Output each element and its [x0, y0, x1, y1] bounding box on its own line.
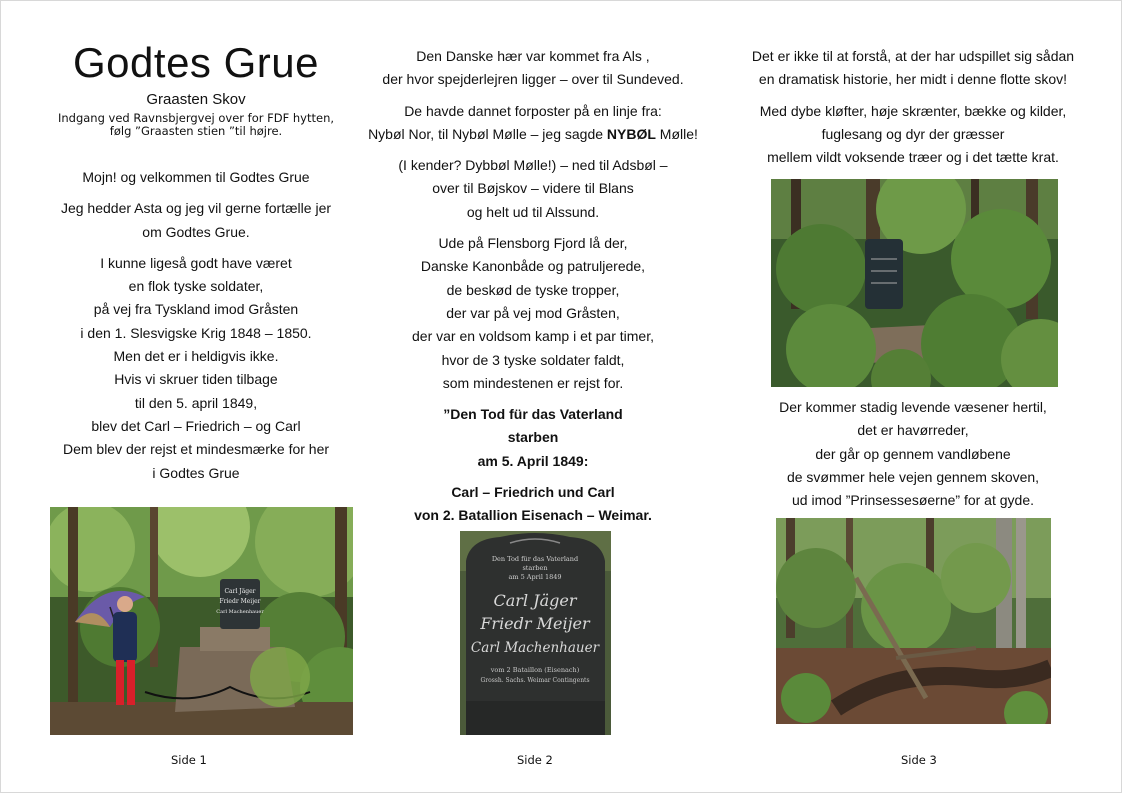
page-1: [41, 1, 351, 485]
page-3-lower: [713, 396, 1113, 512]
story-line: Danske Kanonbåde og patruljerede,: [420, 258, 646, 275]
stone-text: vom 2 Bataillon (Eisenach): [490, 666, 580, 674]
story-line: der hvor spejderlejren ligger – over til Sundeved.: [382, 71, 684, 88]
stone-name: Carl Jäger: [493, 591, 577, 610]
emphasis-text: NYBØL: [606, 125, 656, 142]
intro-line: Jeg hedder Asta og jeg vil gerne fortælle jer: [60, 200, 332, 217]
page-subtitle: Graasten Skov: [146, 91, 246, 108]
story-line: Med dybe kløfter, høje skrænter, bække og kilder,: [759, 102, 1067, 119]
gravestone-photo: [460, 531, 611, 735]
page-title: Godtes Grue: [73, 39, 319, 86]
story-line: der var på vej mod Gråsten,: [446, 304, 620, 321]
memorial-visitor-photo: [50, 507, 353, 735]
story-line: en dramatisk historie, her midt i denne flotte skov!: [758, 71, 1068, 88]
forest-stream-photo: [776, 518, 1051, 724]
stone-text: starben: [522, 564, 548, 572]
page-2: [353, 45, 713, 528]
page-number: Side 2: [517, 753, 553, 767]
story-line: Det er ikke til at forstå, at der har udspillet sig sådan: [751, 48, 1075, 64]
story-line: på vej fra Tyskland imod Gråsten: [93, 301, 299, 318]
story-line: (I kender? Dybbøl Mølle!) – ned til Adsbøl –: [398, 157, 668, 174]
story-line: i Godtes Grue: [152, 464, 240, 481]
sign-name: Carl Machenhauer: [216, 609, 264, 615]
inscription-quote: am 5. April 1849:: [477, 452, 589, 469]
story-line: det er havørreder,: [857, 422, 969, 439]
stone-text: am 5 April 1849: [508, 573, 562, 581]
story-line: fuglesang og dyr der græsser: [821, 125, 1005, 142]
story-line: Men det er i heldigvis ikke.: [113, 348, 279, 365]
story-line: til den 5. april 1849,: [134, 394, 258, 411]
soldier-names: Carl – Friedrich und Carl: [451, 484, 615, 501]
story-line: I kunne ligeså godt have været: [100, 254, 292, 271]
story-line: Ude på Flensborg Fjord lå der,: [438, 235, 628, 252]
stone-text: Grossh. Sachs. Weimar Contingents: [480, 677, 590, 684]
sign-name: Carl Jäger: [224, 588, 256, 595]
story-line: de beskød de tyske tropper,: [446, 281, 620, 298]
intro-line: om Godtes Grue.: [142, 223, 250, 240]
stone-text: Den Tod für das Vaterland: [491, 555, 579, 563]
story-line: over til Bøjskov – videre til Blans: [432, 180, 634, 197]
story-text: Nybøl Nor, til Nybøl Mølle – jeg sagde: [368, 125, 607, 142]
memorial-forest-photo: [771, 179, 1058, 387]
story-line: hvor de 3 tyske soldater faldt,: [441, 351, 625, 368]
story-line: Hvis vi skruer tiden tilbage: [114, 371, 278, 388]
story-text: Mølle!: [655, 125, 698, 142]
stone-name: Friedr Meijer: [480, 614, 590, 633]
story-line: som mindestenen er rejst for.: [442, 374, 624, 391]
inscription-quote: ”Den Tod für das Vaterland: [443, 406, 623, 423]
welcome-text: Mojn! og velkommen til Godtes Grue: [82, 169, 310, 185]
page-number: Side 1: [171, 753, 207, 767]
story-line: en flok tyske soldater,: [128, 278, 264, 295]
story-line: der var en voldsom kamp i et par timer,: [412, 328, 654, 345]
story-line: de svømmer hele vejen gennem skoven,: [786, 468, 1040, 485]
story-line: og helt ud til Alssund.: [466, 203, 600, 220]
story-line: blev det Carl – Friedrich – og Carl: [91, 417, 301, 434]
page-number: Side 3: [901, 753, 937, 767]
soldier-names: von 2. Batallion Eisenach – Weimar.: [414, 507, 652, 524]
story-line: [353, 123, 713, 146]
story-line: De havde dannet forposter på en linje fra:: [404, 102, 662, 119]
story-line: mellem vildt voksende træer og i det tætte krat.: [767, 149, 1059, 166]
stone-name: Carl Machenhauer: [470, 640, 600, 656]
page-3: [713, 45, 1113, 169]
sign-name: Friedr Meijer: [219, 598, 261, 605]
directions-line: Indgang ved Ravnsbjergvej over for FDF hytten,: [57, 111, 335, 125]
story-line: ud imod ”Prinsessesøerne” for at gyde.: [792, 492, 1034, 509]
story-line: i den 1. Slesvigske Krig 1848 – 1850.: [80, 324, 312, 341]
directions: [41, 112, 351, 138]
story-line: Den Danske hær var kommet fra Als ,: [416, 48, 650, 64]
story-line: der går op gennem vandløbene: [815, 445, 1011, 462]
story-line: Der kommer stadig levende væsener hertil,: [779, 399, 1047, 415]
story-line: Dem blev der rejst et mindesmærke for her: [62, 441, 330, 458]
inscription-quote: starben: [507, 429, 559, 446]
directions-line: følg ”Graasten stien ”til højre.: [109, 124, 283, 138]
